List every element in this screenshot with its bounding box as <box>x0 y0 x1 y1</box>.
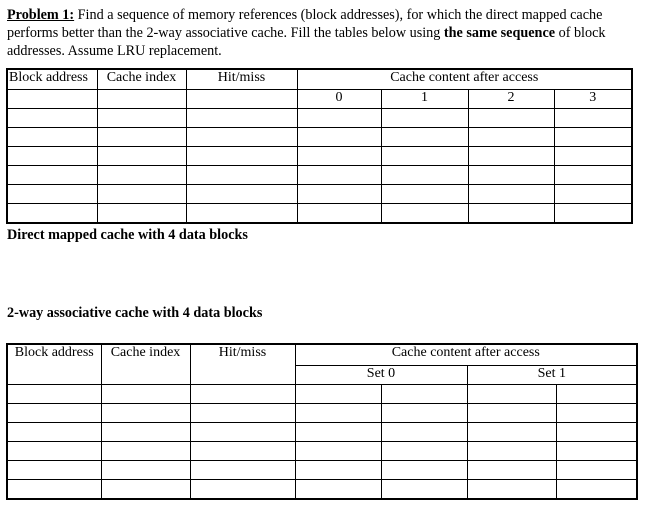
table-cell[interactable] <box>190 404 295 423</box>
table-cell[interactable] <box>556 385 637 404</box>
header-spacer <box>97 90 186 109</box>
table-cell[interactable] <box>101 461 190 480</box>
table-cell[interactable] <box>381 385 467 404</box>
table-row <box>7 185 632 204</box>
problem-label: Problem 1: <box>7 7 75 23</box>
problem-bold: the same sequence <box>443 25 556 41</box>
table-cell[interactable] <box>295 442 381 461</box>
header-cache-index: Cache index <box>97 69 186 90</box>
table-cell[interactable] <box>467 423 556 442</box>
subheader-block-3: 3 <box>554 90 632 109</box>
table-cell[interactable] <box>97 166 186 185</box>
header-spacer <box>7 90 97 109</box>
table-cell[interactable] <box>295 480 381 500</box>
table-cell[interactable] <box>101 423 190 442</box>
table-cell[interactable] <box>190 423 295 442</box>
direct-mapped-table <box>6 68 633 224</box>
table-cell[interactable] <box>101 480 190 500</box>
table-cell[interactable] <box>7 147 97 166</box>
header-cache-content: Cache content after access <box>297 69 632 90</box>
header-block-address: Block address <box>7 69 97 90</box>
table-cell[interactable] <box>556 442 637 461</box>
table-cell[interactable] <box>101 385 190 404</box>
header-spacer <box>186 90 297 109</box>
table-cell[interactable] <box>467 385 556 404</box>
table-cell[interactable] <box>554 109 632 128</box>
table-cell[interactable] <box>297 128 381 147</box>
table-cell[interactable] <box>554 147 632 166</box>
subheader-block-2: 2 <box>468 90 554 109</box>
table-cell[interactable] <box>7 404 101 423</box>
table-cell[interactable] <box>97 128 186 147</box>
table-cell[interactable] <box>295 385 381 404</box>
table-cell[interactable] <box>186 147 297 166</box>
table-row <box>7 109 632 128</box>
table-cell[interactable] <box>467 404 556 423</box>
table-cell[interactable] <box>381 480 467 500</box>
problem-text-a: Find a sequence of memory references (block addresses), for which the direct mapped cache performs better than the 2-way associative cache. Fill the tables below using <box>7 7 603 41</box>
table-row <box>7 480 637 500</box>
table-cell[interactable] <box>468 128 554 147</box>
header-cache-content: Cache content after access <box>295 344 637 366</box>
subheader-block-0: 0 <box>297 90 381 109</box>
table-cell[interactable] <box>556 461 637 480</box>
table-cell[interactable] <box>101 404 190 423</box>
table-row <box>7 128 632 147</box>
header-cache-index: Cache index <box>101 344 190 385</box>
header-hit-miss: Hit/miss <box>186 69 297 90</box>
header-block-address: Block address <box>7 344 101 385</box>
table-cell[interactable] <box>468 185 554 204</box>
table-cell[interactable] <box>97 109 186 128</box>
table-cell[interactable] <box>297 204 381 224</box>
table-row <box>7 461 637 480</box>
table-cell[interactable] <box>97 185 186 204</box>
table-cell[interactable] <box>186 166 297 185</box>
table-cell[interactable] <box>554 128 632 147</box>
table-cell[interactable] <box>295 461 381 480</box>
table-cell[interactable] <box>381 461 467 480</box>
table-cell[interactable] <box>186 185 297 204</box>
table-cell[interactable] <box>467 461 556 480</box>
table-row <box>7 204 632 224</box>
problem-statement <box>7 6 637 60</box>
table-cell[interactable] <box>554 204 632 224</box>
header-hit-miss: Hit/miss <box>190 344 295 385</box>
table-cell[interactable] <box>554 166 632 185</box>
subheader-set-1: Set 1 <box>467 366 637 385</box>
table-cell[interactable] <box>381 442 467 461</box>
table-cell[interactable] <box>381 423 467 442</box>
table-cell[interactable] <box>381 109 468 128</box>
table-cell[interactable] <box>556 423 637 442</box>
table-cell[interactable] <box>467 480 556 500</box>
table-cell[interactable] <box>7 166 97 185</box>
table-cell[interactable] <box>190 385 295 404</box>
table-cell[interactable] <box>554 185 632 204</box>
table-row <box>7 166 632 185</box>
table-cell[interactable] <box>297 166 381 185</box>
table-cell[interactable] <box>468 204 554 224</box>
table-cell[interactable] <box>7 385 101 404</box>
table-cell[interactable] <box>190 480 295 500</box>
table-cell[interactable] <box>186 109 297 128</box>
table-cell[interactable] <box>7 204 97 224</box>
table-cell[interactable] <box>7 480 101 500</box>
table-cell[interactable] <box>7 185 97 204</box>
two-way-heading: 2-way associative cache with 4 data blocks <box>7 305 263 321</box>
table-cell[interactable] <box>7 442 101 461</box>
table-cell[interactable] <box>295 404 381 423</box>
table-cell[interactable] <box>467 442 556 461</box>
table-row <box>7 404 637 423</box>
problem-text-b: of block addresses. Assume LRU replacement. <box>7 25 606 59</box>
table-cell[interactable] <box>381 204 468 224</box>
table-cell[interactable] <box>556 480 637 500</box>
table-cell[interactable] <box>297 109 381 128</box>
table-cell[interactable] <box>381 147 468 166</box>
table-row <box>7 423 637 442</box>
table-row <box>7 147 632 166</box>
table-cell[interactable] <box>381 185 468 204</box>
table-cell[interactable] <box>556 404 637 423</box>
table-cell[interactable] <box>7 109 97 128</box>
table-cell[interactable] <box>468 166 554 185</box>
table-cell[interactable] <box>468 147 554 166</box>
table-cell[interactable] <box>190 461 295 480</box>
table-cell[interactable] <box>190 442 295 461</box>
table-cell[interactable] <box>7 461 101 480</box>
table-cell[interactable] <box>186 128 297 147</box>
table-cell[interactable] <box>7 128 97 147</box>
table-cell[interactable] <box>97 204 186 224</box>
subheader-set-0: Set 0 <box>295 366 467 385</box>
two-way-associative-table <box>6 343 638 500</box>
table-cell[interactable] <box>297 185 381 204</box>
table-cell[interactable] <box>381 404 467 423</box>
direct-mapped-caption: Direct mapped cache with 4 data blocks <box>7 227 248 243</box>
table-cell[interactable] <box>186 204 297 224</box>
table-row <box>7 442 637 461</box>
subheader-block-1: 1 <box>381 90 468 109</box>
table-cell[interactable] <box>7 423 101 442</box>
table-cell[interactable] <box>101 442 190 461</box>
table-cell[interactable] <box>381 128 468 147</box>
table-cell[interactable] <box>468 109 554 128</box>
table-cell[interactable] <box>381 166 468 185</box>
table-cell[interactable] <box>97 147 186 166</box>
table-cell[interactable] <box>295 423 381 442</box>
table-row <box>7 385 637 404</box>
table-cell[interactable] <box>297 147 381 166</box>
